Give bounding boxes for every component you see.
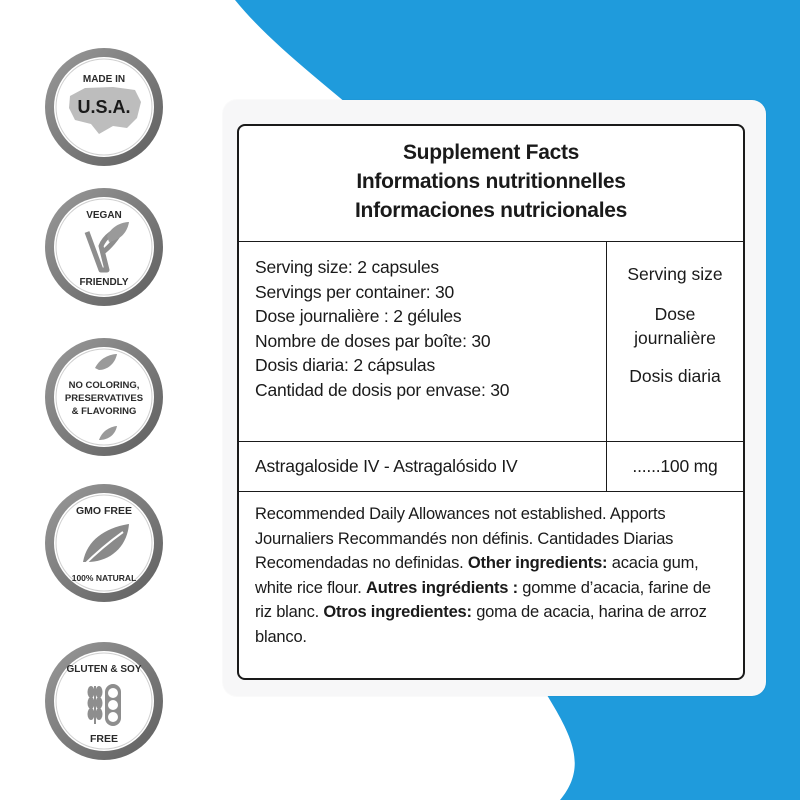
other-ingredients-text: acacia gum, white rice flour. [255, 554, 699, 597]
otros-ingredientes-text: goma de acacia, harina de arroz blanco. [255, 603, 707, 646]
ingredient-name: Astragaloside IV - Astragalósido IV [239, 442, 607, 491]
dose-header: Dose [654, 304, 696, 324]
facts-header [239, 126, 743, 242]
facts-title-fr: Informations nutritionnelles [356, 170, 626, 193]
serving-section [239, 242, 743, 442]
ingredient-row [239, 442, 743, 492]
badge-friendly-text: FRIENDLY [79, 277, 129, 288]
badge-natural-text: 100% NATURAL [71, 573, 137, 583]
badge-made-in-text: MADE IN [82, 74, 126, 85]
no-additives-badge [43, 336, 165, 458]
serving-line: Cantidad de dosis por envase: 30 [255, 379, 510, 400]
badge-free-text: FREE [89, 733, 119, 745]
facts-title-es: Informaciones nutricionales [355, 199, 627, 222]
serving-line: Nombre de doses par boîte: 30 [255, 330, 491, 351]
gmo-free-badge [43, 482, 165, 604]
supplement-facts-panel [237, 124, 745, 680]
badge-no-coloring-text: NO COLORING, [68, 380, 140, 391]
serving-size-header: Serving size [627, 264, 723, 284]
wheat-icon [88, 686, 103, 724]
autres-ingredients-label: Autres ingrédients : [366, 578, 518, 597]
dose-header-2: journalière [634, 328, 716, 348]
badge-flavoring-text: & FLAVORING [71, 406, 137, 417]
rda-note: Recommended Daily Allowances not established. Apports Journaliers Recommandés non définis. Cantidades Diarias Recomendadas no definidas. [255, 505, 674, 572]
ingredients-notes [239, 492, 743, 649]
serving-line: Dose journalière : 2 gélules [255, 306, 462, 326]
badge-gmo-free-text: GMO FREE [75, 505, 133, 517]
ingredient-amount: ......100 mg [632, 456, 718, 476]
facts-title: Supplement Facts [402, 141, 580, 164]
badge-gluten-soy-text: GLUTEN & SOY [66, 664, 142, 675]
vegan-friendly-badge [43, 186, 165, 308]
other-ingredients-label: Other ingredients: [467, 554, 608, 572]
badge-vegan-text: VEGAN [86, 210, 122, 221]
autres-ingredients-text: gomme d’acacia, farine de riz blanc. [255, 578, 711, 621]
badge-preservatives-text: PRESERVATIVES [64, 393, 144, 404]
badge-usa-text: U.S.A. [77, 97, 131, 117]
otros-ingredientes-label: Otros ingredientes: [323, 603, 472, 621]
serving-line: Dosis diaria: 2 cápsulas [255, 355, 436, 375]
dosis-header: Dosis diaria [629, 366, 721, 386]
made-in-usa-badge [43, 46, 165, 168]
gluten-soy-free-badge [43, 640, 165, 762]
serving-line: Servings per container: 30 [255, 281, 455, 302]
serving-line: Serving size: 2 capsules [255, 257, 439, 277]
soybean-icon [105, 684, 121, 726]
serving-column-header [607, 242, 743, 441]
serving-info [239, 242, 607, 441]
